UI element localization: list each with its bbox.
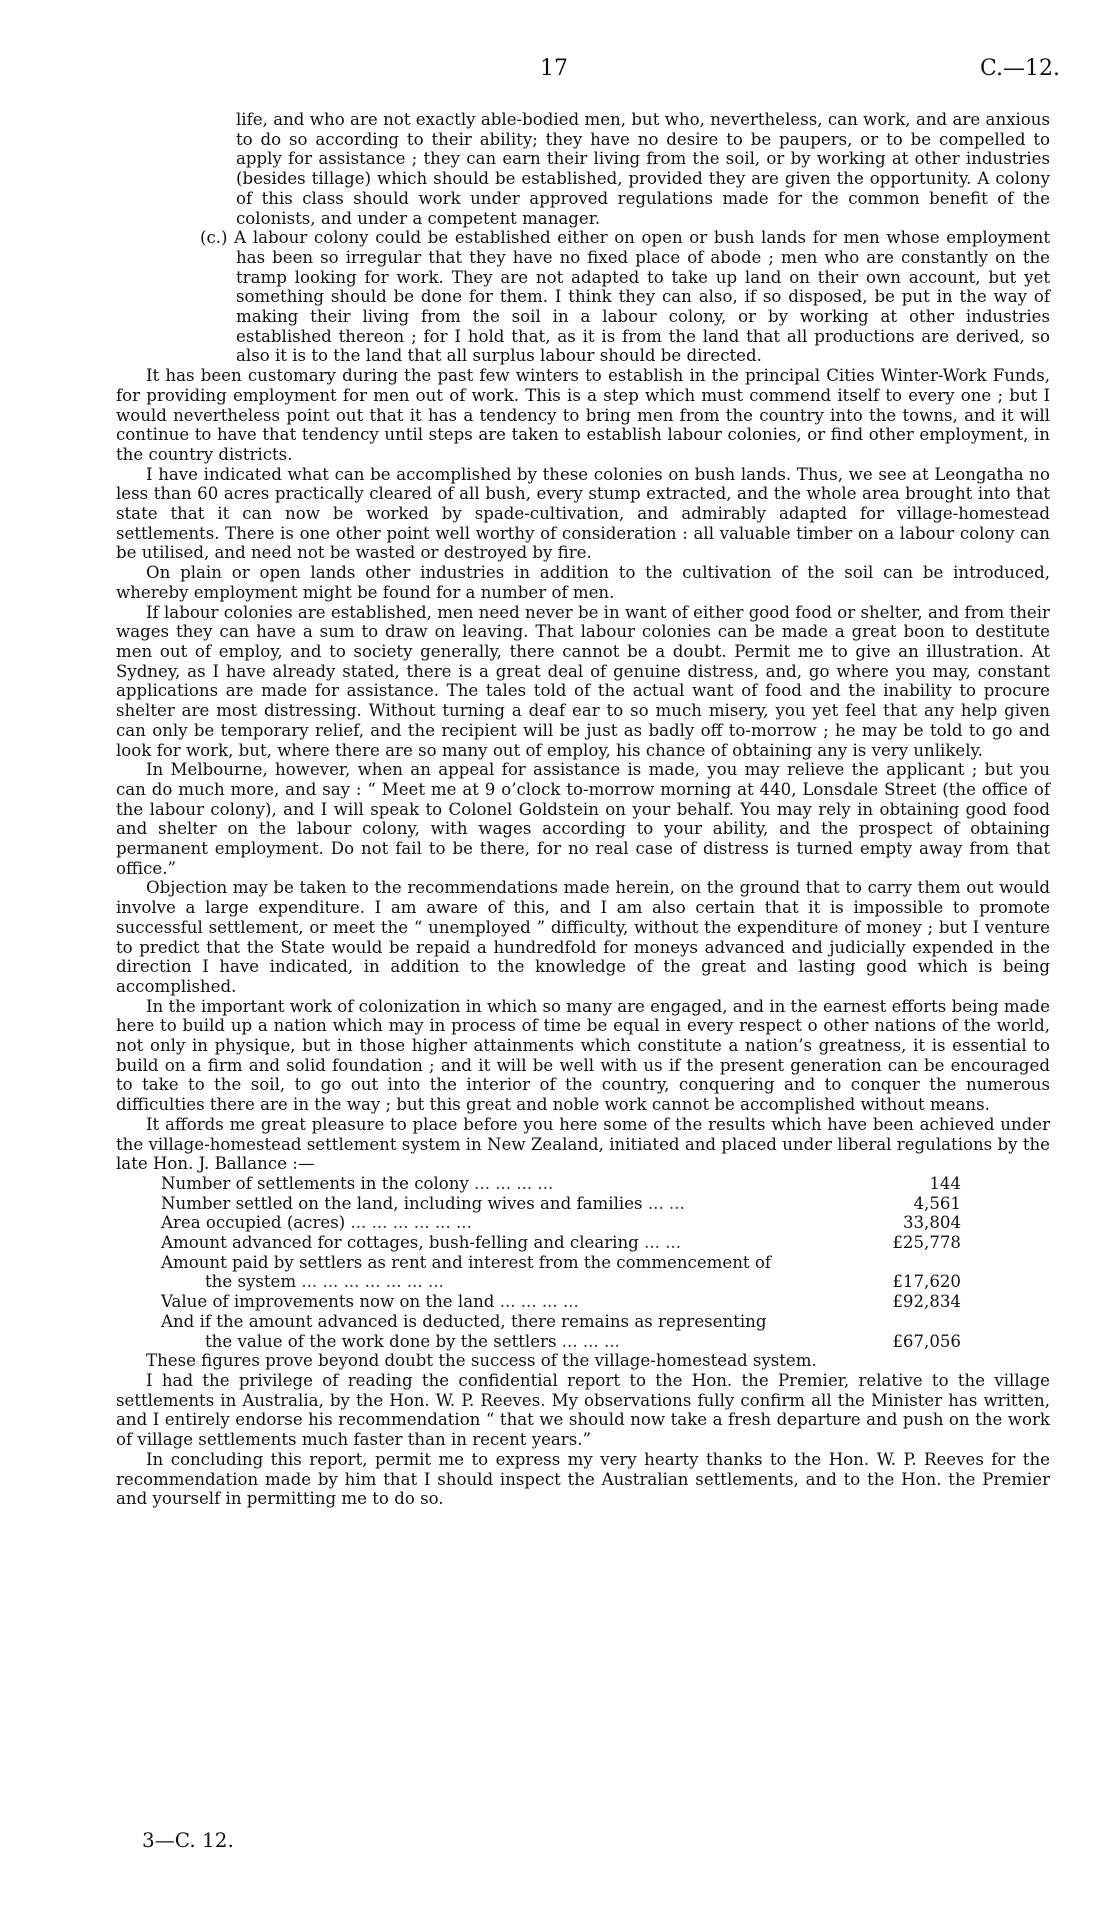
stat-label-continued — [161, 1272, 861, 1292]
stat-label-text: Area occupied (acres) — [161, 1213, 346, 1233]
leader-dots: ... ... ... ... — [474, 1173, 554, 1193]
stat-value: 33,804 — [902, 1213, 961, 1233]
sheet-signature-mark: 3—C. 12. — [142, 1828, 234, 1852]
stat-label-cell — [161, 1233, 861, 1253]
stat-label-continued — [161, 1332, 861, 1352]
stat-label-text: Amount advanced for cottages, bush-felling and clearing — [161, 1233, 639, 1253]
stat-label-text: Number of settlements in the colony — [161, 1173, 469, 1193]
paragraph: On plain or open lands other industries in addition to the cultivation of the soil can be introduced, whereby employment might be found for a number of men. — [116, 563, 1050, 602]
paragraph: I had the privilege of reading the confidential report to the Hon. the Premier, relative to the village settlements in Australia, by the Hon. W. P. Reeves. My observations fully confirm all the Minister has written, and I entirely endorse his recommendation “ that we should now take a fresh departure and push on the work of village settlements much faster than in recent years.” — [116, 1371, 1050, 1450]
stat-label — [161, 1292, 861, 1312]
stat-label-cell — [161, 1213, 861, 1233]
stat-label — [161, 1233, 861, 1253]
stat-value: £17,620 — [892, 1272, 961, 1292]
paragraph-list — [116, 110, 1050, 1174]
leader-dots: ... ... ... ... ... ... — [350, 1213, 472, 1233]
stat-row — [161, 1312, 961, 1351]
settlement-statistics-table — [161, 1174, 961, 1351]
leader-dots: ... ... ... ... — [499, 1292, 579, 1312]
stat-row — [161, 1292, 961, 1312]
stat-row — [161, 1253, 961, 1292]
stat-label — [161, 1312, 861, 1332]
stat-label-cell — [161, 1292, 861, 1312]
stat-label-cell — [161, 1174, 861, 1194]
paragraph: It affords me great pleasure to place before you here some of the results which have been achieved under the village-homestead settlement system in New Zealand, initiated and placed under liberal regulations by the late Hon. J. Ballance :— — [116, 1114, 1050, 1174]
stat-value: 4,561 — [913, 1193, 961, 1213]
stat-label-text: Value of improvements now on the land — [161, 1292, 495, 1312]
stat-label-text: the system — [205, 1272, 297, 1292]
stat-label — [161, 1194, 861, 1214]
leader-dots: ... ... ... — [561, 1331, 620, 1351]
paragraph: These figures prove beyond doubt the success of the village-homestead system. — [146, 1351, 817, 1371]
stat-label-cell — [161, 1194, 861, 1214]
paragraph: In Melbourne, however, when an appeal for assistance is made, you may relieve the applicant ; but you can do much more, and say : “ Meet me at 9 o’clock to-morrow morning at 440, Lonsdale Street (the office of the labour colony), and I will speak to Colonel Goldstein on your behalf. You may rely in obtaining good food and shelter on the labour colony, with wages according to your ability, and the prospect of obtaining permanent employment. Do not fail to be there, for no real case of distress is turned empty away from that office.” — [116, 760, 1050, 878]
stat-label-cell — [161, 1312, 861, 1351]
stat-value: £25,778 — [892, 1233, 961, 1253]
stat-label-text: the value of the work done by the settlers — [205, 1331, 557, 1351]
stat-label — [161, 1174, 861, 1194]
paragraph: In the important work of colonization in which so many are engaged, and in the earnest efforts being made here to build up a nation which may in process of time be equal in every respect o other nations of the world, not only in physique, but in those higher attainments which constitute a nation’s greatness, it is essential to build on a firm and solid foundation ; and it will be well with us if the present generation can be encouraged to take to the soil, to go out into the interior of the country, conquering and to conquer the numerous difficulties there are in the way ; but this great and noble work cannot be accomplished without means. — [116, 996, 1050, 1115]
paragraph: In concluding this report, permit me to express my very hearty thanks to the Hon. W. P. Reeves for the recommendation made by him that I should inspect the Australian settlements, and to the Hon. the Premier and yourself in permitting me to do so. — [116, 1449, 1050, 1509]
paragraph: (c.) A labour colony could be established either on open or bush lands for men whose employment has been so irregular that they have no fixed place of abode ; men who are constantly on the tramp looking for work. They are not adapted to take up land on their own account, but yet something should be done for them. I think they can also, if so disposed, be put in the way of making their living from the soil in a labour colony, or by working at other industries established thereon ; for I hold that, as it is from the land that all productions are derived, so also it is to the land that all surplus labour should be directed. — [200, 228, 1050, 366]
paragraph: If labour colonies are established, men need never be in want of either good food or shelter, and from their wages they can have a sum to draw on leaving. That labour colonies can be made a great boon to destitute men out of employ, and to society generally, there cannot be a doubt. Permit me to give an illustration. At Sydney, as I have already stated, there is a great deal of genuine distress, and, go where you may, constant applications are made for assistance. The tales told of the actual want of food and the inability to procure shelter are most distressing. Without turning a deaf ear to so much misery, you yet feel that any help given can only be temporary relief, and the recipient will be just as badly off to-morrow ; he may be told to go and look for work, but, where there are so many out of employ, his chance of obtaining any is very unlikely. — [116, 602, 1050, 760]
paragraph: It has been customary during the past few winters to establish in the principal Cities Winter-Work Funds, for providing employment for men out of work. This is a step which must commend itself to every one ; but I would nevertheless point out that it has a tendency to bring men from the country into the towns, and it will continue to have that tendency until steps are taken to establish labour colonies, or find other employment, in the country districts. — [116, 366, 1050, 464]
stat-value: 144 — [929, 1173, 961, 1193]
stat-value: £92,834 — [892, 1292, 961, 1312]
stat-row — [161, 1174, 961, 1194]
stat-label — [161, 1253, 861, 1273]
paragraph: life, and who are not exactly able-bodied men, but who, nevertheless, can work, and are anxious to do so according to their ability; they have no desire to be paupers, or to be compelled to apply for assistance ; they can earn their living from the soil, or by working at other industries (besides tillage) which should be established, provided they are given the opportunity. A colony of this class should work under approved regulations made for the common benefit of the colonists, and under a competent manager. — [236, 110, 1050, 228]
stat-row — [161, 1233, 961, 1253]
stat-row — [161, 1194, 961, 1214]
leader-dots: ... ... — [647, 1193, 685, 1213]
stat-row — [161, 1213, 961, 1233]
paragraph: Objection may be taken to the recommendations made herein, on the ground that to carry them out would involve a large expenditure. I am aware of this, and I am also certain that it is impossible to promote successful settlement, or meet the “ unemployed ” difficulty, without the expenditure of money ; but I venture to predict that the State would be repaid a hundredfold for moneys advanced and judicially expended in the direction I have indicated, in addition to the knowledge of the great and lasting good which is being accomplished. — [116, 878, 1050, 996]
leader-dots: ... ... — [644, 1233, 682, 1253]
stat-label-text: Number settled on the land, including wives and families — [161, 1193, 643, 1213]
stat-label-cell — [161, 1253, 861, 1292]
document-reference: C.—12. — [980, 56, 1061, 81]
stat-label-text: Amount paid by settlers as rent and interest from the commencement of — [161, 1252, 771, 1272]
page-number: 17 — [540, 56, 568, 81]
leader-dots: ... ... ... ... ... ... ... — [301, 1272, 444, 1292]
stat-label — [161, 1213, 861, 1233]
report-body — [116, 110, 1050, 1509]
stat-label-text: And if the amount advanced is deducted, there remains as representing — [161, 1311, 767, 1331]
stat-value: £67,056 — [892, 1331, 961, 1351]
paragraph: I have indicated what can be accomplished by these colonies on bush lands. Thus, we see at Leongatha no less than 60 acres practically cleared of all bush, every stump extracted, and the whole area brought into that state that it can now be worked by spade-cultivation, and admirably adapted for village-homestead settlements. There is one other point well worthy of consideration : all valuable timber on a labour colony can be utilised, and need not be wasted or destroyed by fire. — [116, 464, 1050, 563]
closing-paragraph-list — [116, 1351, 1050, 1509]
